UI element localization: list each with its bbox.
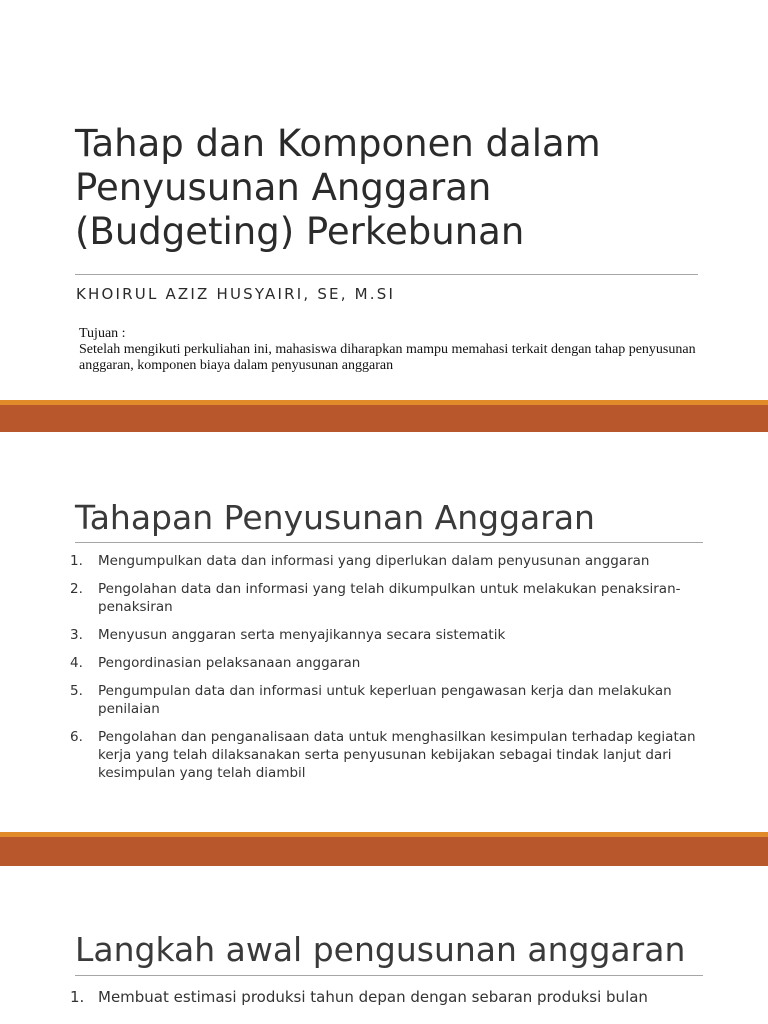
heading-rule bbox=[75, 542, 703, 543]
slide-title-page bbox=[0, 0, 768, 400]
item-number: 6. bbox=[70, 729, 83, 745]
item-number: 3. bbox=[70, 627, 83, 643]
list-item bbox=[70, 626, 700, 644]
slide-divider bbox=[0, 832, 768, 866]
slide-divider bbox=[0, 400, 768, 432]
divider-accent-line bbox=[0, 400, 768, 405]
slide-heading: Langkah awal pengusunan anggaran bbox=[75, 930, 686, 969]
list-item bbox=[70, 682, 700, 718]
item-text: Mengumpulkan data dan informasi yang diperlukan dalam penyusunan anggaran bbox=[98, 553, 650, 569]
item-text: Pengolahan dan penganalisaan data untuk menghasilkan kesimpulan terhadap kegiatan kerja yang telah dilaksanakan serta penyusunan kebijakan sebagai tindak lanjut dari kesimpulan yang telah diambil bbox=[98, 729, 696, 781]
item-text: Pengordinasian pelaksanaan anggaran bbox=[98, 655, 361, 671]
item-text: Membuat estimasi produksi tahun depan dengan sebaran produksi bulan bbox=[98, 988, 648, 1006]
list-item bbox=[70, 552, 700, 570]
slide-tahapan bbox=[0, 432, 768, 832]
item-number: 1. bbox=[70, 553, 83, 569]
steps-list bbox=[70, 552, 700, 792]
item-number: 5. bbox=[70, 683, 83, 699]
item-text: Menyusun anggaran serta menyajikannya secara sistematik bbox=[98, 627, 506, 643]
item-number: 2. bbox=[70, 581, 83, 597]
goal-block bbox=[79, 326, 719, 374]
list-item bbox=[70, 987, 700, 1007]
slide-langkah-awal bbox=[0, 866, 768, 1024]
item-text: Pengolahan data dan informasi yang telah dikumpulkan untuk melakukan penaksiran-penaksiran bbox=[98, 581, 681, 615]
goal-text: Setelah mengikuti perkuliahan ini, mahasiswa diharapkan mampu memahasi terkait dengan tahap penyusunan anggaran, komponen biaya dalam penyusunan anggaran bbox=[79, 342, 696, 373]
author-name: KHOIRUL AZIZ HUSYAIRI, SE, M.SI bbox=[76, 285, 396, 303]
slide-heading: Tahapan Penyusunan Anggaran bbox=[75, 498, 595, 537]
steps-list bbox=[70, 987, 700, 1017]
item-text: Pengumpulan data dan informasi untuk keperluan pengawasan kerja dan melakukan penilaian bbox=[98, 683, 672, 717]
divider-accent-line bbox=[0, 832, 768, 837]
heading-rule bbox=[75, 975, 703, 976]
list-item bbox=[70, 728, 700, 782]
item-number: 4. bbox=[70, 655, 83, 671]
presentation-title: Tahap dan Komponen dalam Penyusunan Anggaran (Budgeting) Perkebunan bbox=[75, 122, 601, 253]
list-item bbox=[70, 654, 700, 672]
list-item bbox=[70, 580, 700, 616]
item-number: 1. bbox=[70, 988, 85, 1006]
title-rule bbox=[75, 274, 698, 275]
goal-label: Tujuan : bbox=[79, 326, 126, 341]
